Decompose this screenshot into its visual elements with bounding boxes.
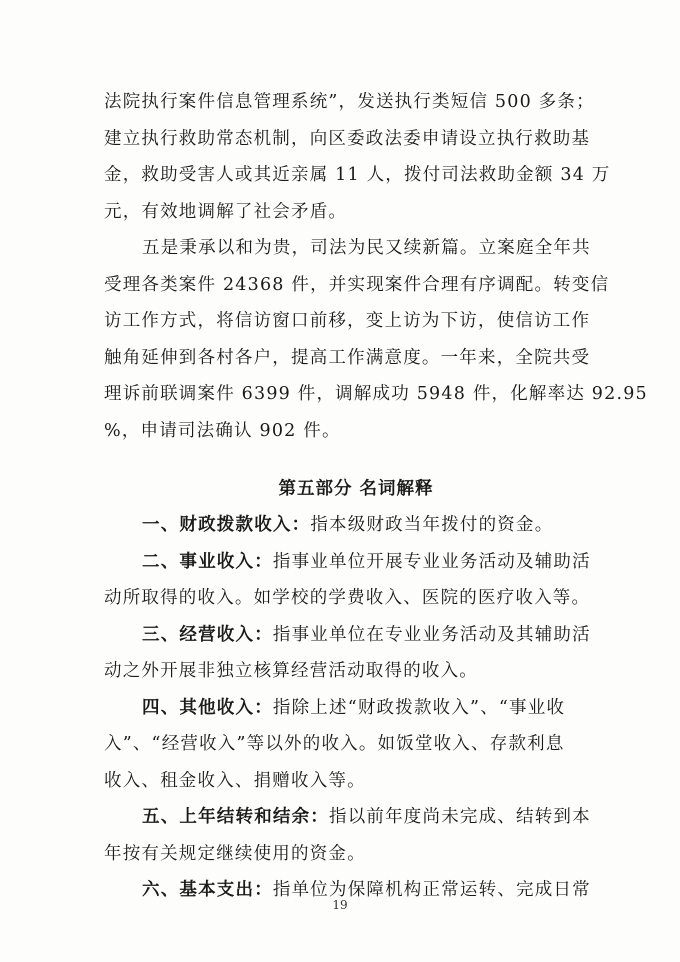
section-spacer bbox=[104, 449, 588, 471]
page-number: 19 bbox=[332, 898, 348, 912]
glossary-item-operating-income bbox=[104, 617, 591, 690]
glossary-list bbox=[104, 507, 591, 909]
glossary-definition: 指事业单位在专业业务活动及其辅助活 bbox=[272, 624, 591, 645]
glossary-item-financial-appropriation bbox=[104, 507, 588, 544]
text-line: 五是秉承以和为贵，司法为民又续新篇。立案庭全年共 bbox=[142, 238, 591, 258]
text-line: 访工作方式，将信访窗口前移，变上访为下访，使信访工作 bbox=[104, 311, 591, 331]
glossary-item-business-income bbox=[104, 544, 591, 617]
point-five-paragraph bbox=[104, 230, 648, 449]
section-title: 第五部分 名词解释 bbox=[278, 479, 434, 499]
glossary-definition: 指以前年度尚未完成、结转到本 bbox=[329, 807, 591, 827]
text-line bbox=[104, 507, 588, 544]
text-line bbox=[104, 799, 591, 836]
glossary-definition: 指本级财政当年拨付的资金。 bbox=[310, 515, 554, 535]
text-line: 元，有效地调解了社会矛盾。 bbox=[104, 201, 348, 222]
text-line: 动之外开展非独立核算经营活动取得的收入。 bbox=[104, 661, 478, 681]
glossary-definition: 指单位为保障机构正常运转、完成日常 bbox=[272, 880, 591, 900]
text-line: 收入、租金收入、捐赠收入等。 bbox=[104, 770, 366, 791]
glossary-definition: 指除上述“财政拨款收入”、“事业收 bbox=[272, 697, 566, 718]
text-line: 动所取得的收入。如学校的学费收入、医院的医疗收入等。 bbox=[104, 588, 591, 608]
text-line: 金，救助受害人或其近亲属 11 人，拨付司法救助金额 34 万 bbox=[104, 165, 611, 185]
text-line: 理诉前联调案件 6399 件，调解成功 5948 件，化解率达 92.95 bbox=[104, 384, 648, 404]
glossary-term: 五、上年结转和结余： bbox=[142, 807, 329, 827]
text-line bbox=[104, 617, 591, 654]
glossary-term: 四、其他收入： bbox=[142, 697, 273, 718]
text-line: %，申请司法确认 902 件。 bbox=[104, 420, 341, 441]
text-line: 触角延伸到各村各户，提高工作满意度。一年来，全院共受 bbox=[104, 347, 591, 368]
text-line: 入”、“经营收入”等以外的收入。如饭堂收入、存款利息 bbox=[104, 734, 565, 754]
text-line: 年按有关规定继续使用的资金。 bbox=[104, 843, 366, 864]
glossary-definition: 指事业单位开展专业业务活动及辅助活 bbox=[272, 551, 591, 572]
text-line bbox=[104, 690, 588, 727]
glossary-term: 二、事业收入： bbox=[142, 551, 273, 572]
text-line bbox=[104, 544, 591, 581]
glossary-item-carryover-balance bbox=[104, 799, 591, 872]
glossary-term: 一、财政拨款收入： bbox=[142, 515, 311, 535]
text-line: 法院执行案件信息管理系统”，发送执行类短信 500 多条； bbox=[104, 92, 595, 112]
glossary-term: 三、经营收入： bbox=[142, 624, 273, 645]
glossary-item-other-income bbox=[104, 690, 588, 800]
text-line: 受理各类案件 24368 件，并实现案件合理有序调配。转变信 bbox=[104, 274, 610, 295]
page-body bbox=[104, 84, 648, 909]
text-line: 建立执行救助常态机制，向区委政法委申请设立执行救助基 bbox=[104, 128, 591, 149]
glossary-term: 六、基本支出： bbox=[142, 880, 273, 900]
intro-paragraph bbox=[104, 84, 611, 230]
